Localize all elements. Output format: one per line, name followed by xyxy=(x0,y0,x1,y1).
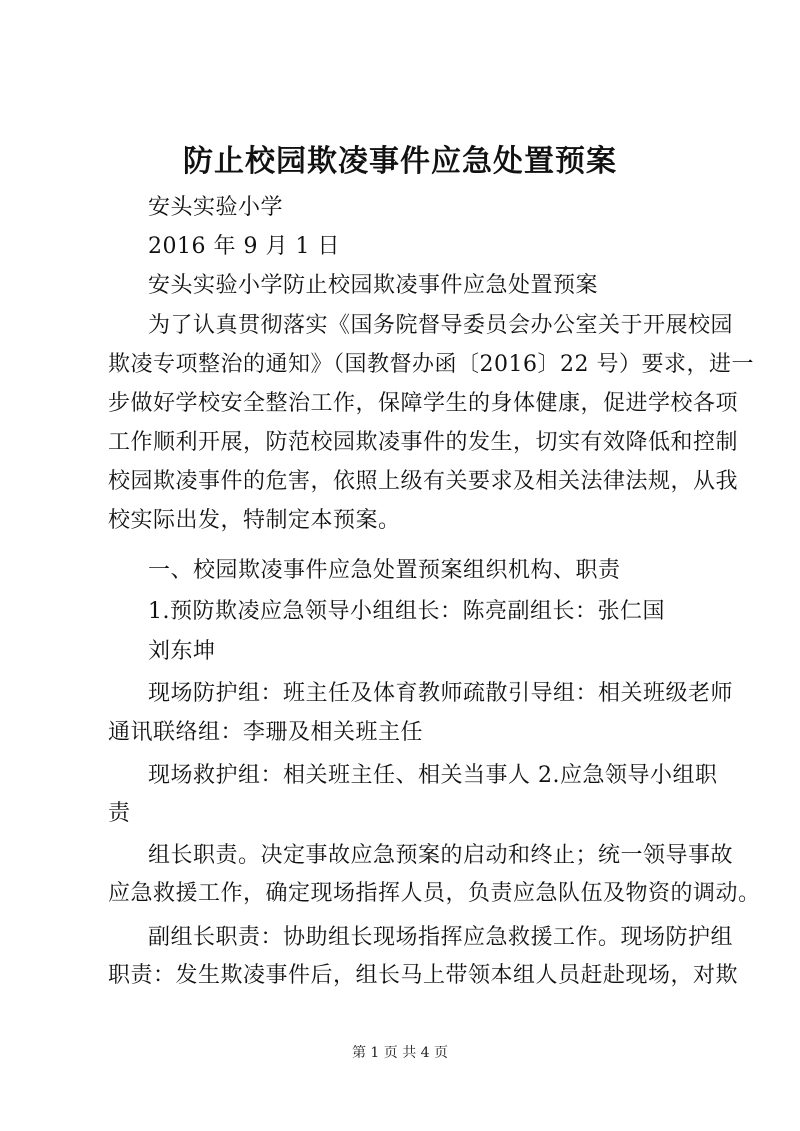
paragraph-line: 工作顺利开展，防范校园欺凌事件的发生，切实有效降低和控制 xyxy=(108,430,739,455)
paragraph-line: 现场防护组：班主任及体育教师疏散引导组：相关班级老师 xyxy=(148,681,734,706)
subtitle-line: 安头实验小学防止校园欺凌事件应急处置预案 xyxy=(148,273,599,298)
paragraph-line: 职责：发生欺凌事件后，组长马上带领本组人员赶赴现场，对欺 xyxy=(108,963,739,988)
document-title: 防止校园欺凌事件应急处置预案 xyxy=(183,144,617,179)
paragraph-line: 责 xyxy=(108,801,131,826)
paragraph-line: 欺凌专项整治的通知》（国教督办函〔2016〕22 号）要求，进一 xyxy=(108,352,754,377)
page-number-footer: 第 1 页 共 4 页 xyxy=(351,1045,449,1061)
school-name-line: 安头实验小学 xyxy=(148,195,284,220)
paragraph-line: 应急救援工作，确定现场指挥人员，负责应急队伍及物资的调动。 xyxy=(108,881,761,906)
paragraph-line: 为了认真贯彻落实《国务院督导委员会办公室关于开展校园 xyxy=(148,313,734,338)
paragraph-line: 校园欺凌事件的危害，依照上级有关要求及相关法律法规，从我 xyxy=(108,469,739,494)
paragraph-line: 步做好学校安全整治工作，保障学生的身体健康，促进学校各项 xyxy=(108,391,739,416)
section-heading: 一、校园欺凌事件应急处置预案组织机构、职责 xyxy=(148,558,621,583)
paragraph-line: 1.预防欺凌应急领导小组组长：陈亮副组长：张仁国 xyxy=(148,599,665,624)
paragraph-line: 副组长职责：协助组长现场指挥应急救援工作。现场防护组 xyxy=(148,925,734,950)
paragraph-line: 刘东坤 xyxy=(148,639,216,664)
paragraph-line: 校实际出发，特制定本预案。 xyxy=(108,508,401,533)
date-line: 2016 年 9 月 1 日 xyxy=(148,234,340,259)
paragraph-line: 现场救护组：相关班主任、相关当事人 2.应急领导小组职 xyxy=(148,763,718,788)
paragraph-line: 组长职责。决定事故应急预案的启动和终止；统一领导事故 xyxy=(148,843,734,868)
paragraph-line: 通讯联络组：李珊及相关班主任 xyxy=(108,720,424,745)
